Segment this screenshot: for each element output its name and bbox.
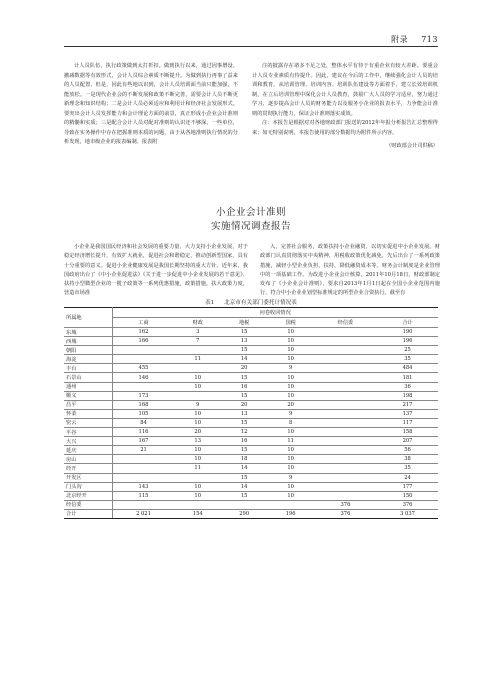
table-body: [64, 328, 438, 519]
table-row: [64, 482, 438, 491]
table-cell: 13: [221, 337, 267, 346]
table-row: [64, 364, 438, 373]
table-cell: 14: [221, 355, 267, 364]
table-cell: 3: [175, 328, 221, 337]
table-caption-number: 表1: [205, 300, 215, 306]
row-label: 石景山: [64, 373, 112, 382]
table-cell: 21: [112, 446, 175, 455]
table-cell: 8: [267, 418, 313, 427]
row-label: 门头沟: [64, 482, 112, 491]
table-cell: 10: [175, 373, 221, 382]
table-cell: [175, 500, 221, 509]
table-cell: 167: [112, 437, 175, 446]
table-cell: 455: [112, 364, 175, 373]
table-cell: 9: [267, 364, 313, 373]
table-cell: 10: [267, 355, 313, 364]
table-cell: 177: [377, 482, 438, 491]
table-cell: [112, 382, 175, 391]
table-cell: [314, 355, 377, 364]
table-cell: 10: [175, 482, 221, 491]
table-cell: 35: [377, 355, 438, 364]
table-cell: 10: [267, 391, 313, 400]
table-cell: 14: [221, 482, 267, 491]
table-cell: 196: [267, 509, 313, 518]
table-cell: 10: [267, 482, 313, 491]
table-cell: 84: [112, 418, 175, 427]
table-cell: 15: [221, 418, 267, 427]
table-cell: 10: [175, 382, 221, 391]
table-cell: 16: [221, 382, 267, 391]
row-label: 海淀: [64, 355, 112, 364]
table-cell: 10: [175, 409, 221, 418]
table-row: [64, 491, 438, 500]
table-cell: [175, 391, 221, 400]
column-header: 工商: [112, 318, 175, 328]
row-label: 密云: [64, 418, 112, 427]
body-column-left: [64, 243, 248, 299]
table-cell: 190: [377, 328, 438, 337]
row-label: 大兴: [64, 437, 112, 446]
table-cell: 15: [221, 346, 267, 355]
table-cell: 36: [377, 382, 438, 391]
intro-column-left: [64, 62, 238, 148]
table-row: [64, 428, 438, 437]
table-cell: [314, 364, 377, 373]
table-cell: 143: [112, 482, 175, 491]
table-cell: [314, 337, 377, 346]
table-cell: 10: [267, 446, 313, 455]
column-header-row: [64, 318, 438, 328]
row-label: 延庆: [64, 446, 112, 455]
table-cell: 158: [377, 428, 438, 437]
table-cell: 10: [267, 382, 313, 391]
table-cell: [112, 455, 175, 464]
table-cell: [267, 500, 313, 509]
table-cell: 15: [221, 391, 267, 400]
table-cell: [314, 328, 377, 337]
table-cell: [314, 418, 377, 427]
table-cell: 196: [377, 337, 438, 346]
table-row: [64, 400, 438, 409]
running-header: [391, 34, 438, 45]
running-header-section: 附录: [391, 35, 409, 44]
column-header: 地税: [221, 318, 267, 328]
table-cell: 11: [267, 437, 313, 446]
body-left-paragraph: 小企业是我国国民经济和社会发展的重要力量，大力支持小企业发展，对于稳定经济增长提升，有效扩大就业，促进社会和谐稳定，推动创新型国家，具有十分重要的意义。促进小企业健康发展是我国长期坚持的重大方针。近年来，我国政府出台了《中小企业促进法》《关于进一步促进中小企业发展的若干意见》、扶持小型微型企业的一揽子政策等一系列优惠措施，政策措施，扶大政策力度，营造市场准: [64, 244, 248, 297]
table-cell: [112, 355, 175, 364]
table-cell: 20: [221, 364, 267, 373]
row-label: 经开: [64, 464, 112, 473]
table-row: [64, 418, 438, 427]
table-cell: 35: [377, 464, 438, 473]
table-cell: 7: [175, 337, 221, 346]
table-row: [64, 455, 438, 464]
table-cell: 173: [112, 391, 175, 400]
table-cell: [314, 428, 377, 437]
table-cell: 38: [377, 455, 438, 464]
table-cell: 13: [175, 437, 221, 446]
table-row: [64, 346, 438, 355]
table-cell: 20: [267, 400, 313, 409]
table-caption-title: 北京市有关部门委托计情况表: [224, 300, 297, 306]
table-cell: [314, 491, 377, 500]
table-row: [64, 464, 438, 473]
table-row: [64, 473, 438, 482]
table-cell: [112, 473, 175, 482]
table-cell: 15: [221, 373, 267, 382]
table-cell: 9: [267, 473, 313, 482]
table-cell: 10: [175, 491, 221, 500]
table-row: [64, 409, 438, 418]
row-label: 房山: [64, 455, 112, 464]
table-cell: [175, 364, 221, 373]
table-cell: 217: [377, 400, 438, 409]
corner-header: 所属地: [64, 308, 112, 328]
table-row: [64, 373, 438, 382]
table-row: [64, 337, 438, 346]
table-cell: 10: [175, 418, 221, 427]
row-label: 西城: [64, 337, 112, 346]
table-cell: 56: [377, 446, 438, 455]
table-cell: 116: [112, 428, 175, 437]
table-cell: 10: [267, 346, 313, 355]
column-header: 经信委: [314, 318, 377, 328]
table-cell: 484: [377, 364, 438, 373]
table-cell: [112, 500, 175, 509]
table-cell: 24: [377, 473, 438, 482]
table-cell: 198: [377, 391, 438, 400]
row-label: 合计: [64, 509, 112, 518]
table-cell: 20: [221, 400, 267, 409]
table-cell: 10: [267, 455, 313, 464]
table-row: [64, 446, 438, 455]
row-label: 平谷: [64, 428, 112, 437]
table-cell: 10: [267, 373, 313, 382]
table-cell: 15: [221, 328, 267, 337]
table-cell: [314, 346, 377, 355]
table-cell: 9: [267, 409, 313, 418]
table-cell: 181: [377, 373, 438, 382]
table-cell: 137: [377, 409, 438, 418]
table-cell: 168: [112, 400, 175, 409]
table-cell: 25: [377, 346, 438, 355]
table-cell: [112, 464, 175, 473]
table-row: [64, 500, 438, 509]
table-cell: 162: [112, 328, 175, 337]
row-label: 东城: [64, 328, 112, 337]
table-cell: [314, 391, 377, 400]
table-cell: 154: [175, 509, 221, 518]
table-cell: 105: [112, 409, 175, 418]
table-cell: 18: [221, 455, 267, 464]
row-label: 怀柔: [64, 409, 112, 418]
table-cell: 11: [175, 355, 221, 364]
page-number: 713: [421, 35, 438, 44]
table-cell: [314, 382, 377, 391]
table-cell: 290: [221, 509, 267, 518]
table-cell: [314, 482, 377, 491]
table-cell: 376: [314, 500, 377, 509]
table-cell: 15: [221, 491, 267, 500]
table-cell: 10: [267, 464, 313, 473]
table-row: [64, 382, 438, 391]
document-title: [64, 206, 438, 234]
table-caption: [64, 298, 438, 306]
row-label: 经信委: [64, 500, 112, 509]
table-cell: 146: [112, 373, 175, 382]
row-label: 丰台: [64, 364, 112, 373]
table-cell: 9: [175, 400, 221, 409]
table-row: [64, 328, 438, 337]
table-cell: 15: [221, 446, 267, 455]
table-cell: [221, 500, 267, 509]
table-cell: 10: [175, 446, 221, 455]
intro-column-right: [252, 62, 438, 152]
table-cell: 10: [267, 337, 313, 346]
intro-left-paragraph: 计人员队伍，执行政策做到太打折扣。做到执行以来，通过因事增设、撤减数据等有效形式，会计人员综合素质不断提升。为做到执行再事了益来的人员配置，但是，因此有些地以识到，会计人员培训面当前只能加强，不能放松。一是现代企业会的不断发展和政策不断完善，需要会计人员不断更新理念和知识结构；二是会计人员必须适应和利用计和经济社会发展形式。要突出会计人员发挥能力和会计理论方面的前景，真正形成小企业会计准则的精髓和实质；三是配合会计人员对配对准则的认识还不够深，一些单位，导致在实务操作中存在把握准则本质的问题，由于从各地准则执行情况的分析发现，地市级企业的报表编制、报表附: [64, 63, 238, 145]
source-note: （财政部会计司供稿）: [386, 143, 438, 149]
table-cell: 376: [314, 509, 377, 518]
table-cell: 14: [221, 464, 267, 473]
row-label: 北京经开: [64, 491, 112, 500]
intro-right-paragraph: 注的披露存在诸多不足之处，整体水平有待于有重企业有较大差距。要重会计人员专业素质有待提升。因此，建议在今后的工作中，继续强化会计人员的培训和教育，从培训管理、培训内容、培训队伍建设等方面着手，建立长效培训机制，在立后培训管理中深化会计人员教育，鼓励广大人员的学习适应，努力通过学习，逐步提高会计人员的财务能力以及服务小企业的报表水平，力争能会计准则的贯彻执行能力，保证会计准则落实成效。: [252, 63, 438, 117]
row-label: 开发区: [64, 473, 112, 482]
column-header: 财政: [175, 318, 221, 328]
row-label: 昌平: [64, 400, 112, 409]
table-cell: 166: [112, 337, 175, 346]
row-label: 顺义: [64, 391, 112, 400]
table-cell: 10: [267, 428, 313, 437]
table-cell: 10: [267, 328, 313, 337]
intro-note-paragraph: 注：本报告是根据对对各地财政部门报送的2012年年报分析报告汇总整理得来；如无特别说明，本报告使用的部分数据均为附件所示内容。: [252, 120, 438, 136]
table-cell: [314, 373, 377, 382]
row-label: 通州: [64, 382, 112, 391]
table-cell: 207: [377, 437, 438, 446]
table-cell: [314, 446, 377, 455]
document-title-line-2: 实施情况调查报告: [210, 221, 291, 232]
table-cell: 11: [175, 464, 221, 473]
row-label: 朝阳: [64, 346, 112, 355]
table-cell: 150: [377, 491, 438, 500]
table-total-row: [64, 509, 438, 518]
table-cell: [314, 455, 377, 464]
table-cell: 13: [221, 409, 267, 418]
table-cell: 115: [112, 491, 175, 500]
table-row: [64, 391, 438, 400]
header-rule: [64, 46, 438, 47]
table-cell: 2 021: [112, 509, 175, 518]
table-cell: [314, 409, 377, 418]
body-right-paragraph: 入，完善社会服务，政策扶持小企业融资，以切实促进中小企业发展。财政部门认真贯彻落实中央精神，用税收政策优化减免，先后出台了一系列政策措施，减轻小型企业负担，扶持，降低融资成本等。财务会计制度是企业管理中的一项基础工作。为改进小企业会计核算，2011年10月18日，财政部制定发布了《小企业会计准则》，要求自2013年1月1日起在全国小企业范围内施行，符合中小企业业划型标准规定的所型企业合资执行。截至有: [260, 244, 440, 297]
table-cell: [175, 473, 221, 482]
table-cell: [314, 400, 377, 409]
group-header: 问卷收回情况: [112, 308, 438, 318]
table-cell: 10: [175, 455, 221, 464]
table-cell: [175, 346, 221, 355]
table-cell: 3 037: [377, 509, 438, 518]
table-cell: 20: [175, 428, 221, 437]
table-cell: [314, 437, 377, 446]
table-row: [64, 355, 438, 364]
table-cell: [112, 346, 175, 355]
table-cell: [314, 473, 377, 482]
document-title-line-1: 小企业会计准则: [215, 207, 286, 218]
survey-table: [64, 307, 438, 519]
table-cell: 12: [221, 428, 267, 437]
table-cell: 10: [267, 491, 313, 500]
column-header: 国税: [267, 318, 313, 328]
table-cell: 15: [221, 473, 267, 482]
column-header: 合计: [377, 318, 438, 328]
table-cell: 376: [377, 500, 438, 509]
table-row: [64, 437, 438, 446]
table-cell: 117: [377, 418, 438, 427]
body-column-right: [260, 243, 440, 299]
table-cell: [314, 464, 377, 473]
table-cell: 16: [221, 437, 267, 446]
